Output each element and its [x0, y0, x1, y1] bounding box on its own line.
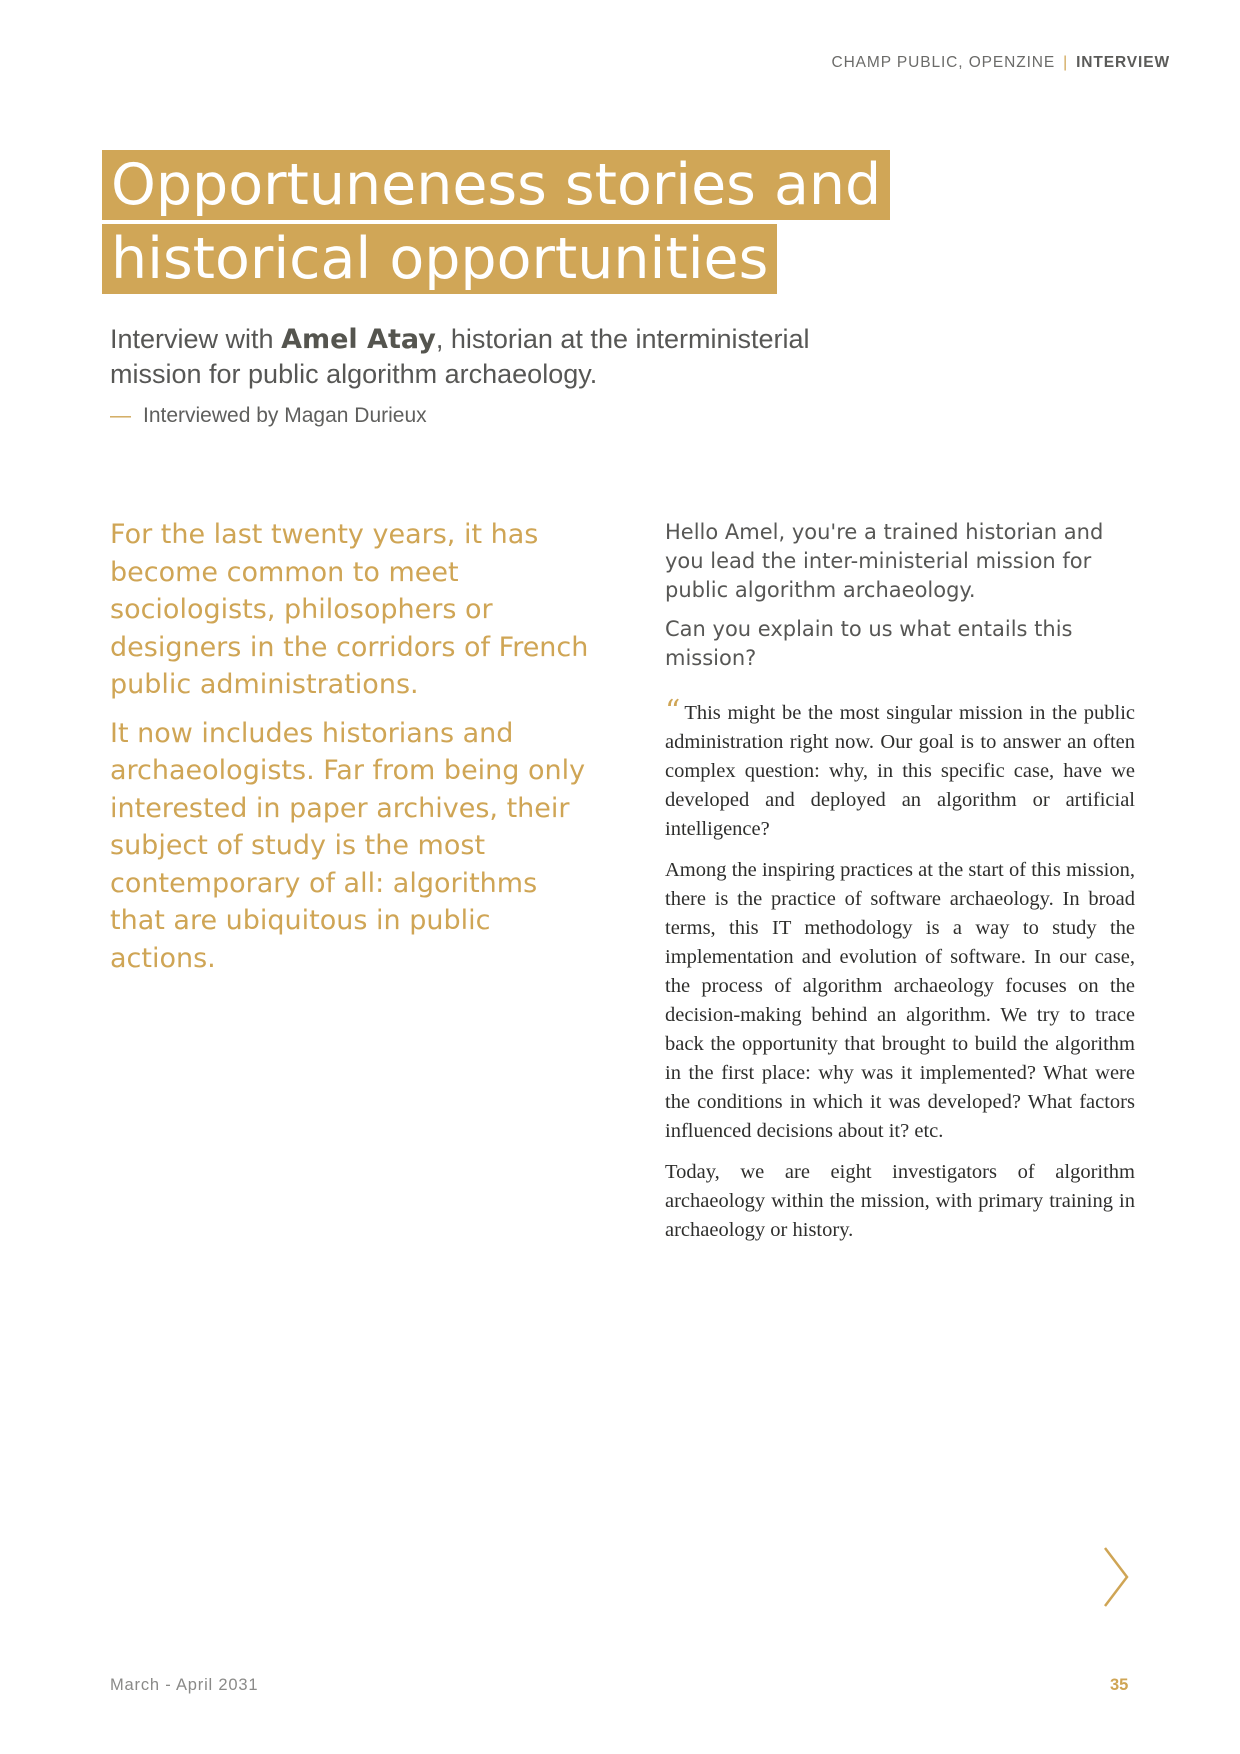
interview-question	[665, 518, 1135, 673]
lead-paragraph: It now includes historians and archaeologists. Far from being only interested in paper archives, their subject of study is the most contemporary of all: algorithms that are ubiquitous in public actions.	[110, 717, 586, 974]
answer-paragraph	[665, 694, 1135, 844]
article-subtitle	[110, 322, 890, 392]
answer-text: This might be the most singular mission in the public administration right now. Our goal is to answer an often complex question: why, in this specific case, have we developed and deployed an algorithm or artificial intelligence?	[665, 702, 1135, 840]
answer-paragraph: Among the inspiring practices at the start of this mission, there is the practice of software archaeology. In broad terms, this IT methodology is a way to study the implementation and evolution of software. In our case, the process of algorithm archaeology focuses on the decision-making behind an algorithm. We try to trace back the opportunity that brought to build the algorithm in the first place: why was it implemented? What were the conditions in which it was developed? What factors influenced decisions about it? etc.	[665, 859, 1135, 1142]
byline-dash: —	[110, 404, 131, 427]
header-separator: |	[1063, 54, 1069, 71]
lead-paragraph: For the last twenty years, it has become common to meet sociologists, philosophers or designers in the corridors of French public administrations.	[110, 519, 589, 700]
byline	[110, 404, 427, 428]
subtitle-suffix: , historian at the interministerial mission for public algorithm archaeology.	[110, 324, 810, 389]
page-number: 35	[1110, 1676, 1129, 1694]
publication-name: CHAMP PUBLIC, OPENZINE	[831, 54, 1056, 71]
question-paragraph: Can you explain to us what entails this mission?	[665, 617, 1073, 670]
chevron-right-icon[interactable]	[1102, 1546, 1130, 1608]
title-line-2: historical opportunities	[102, 224, 777, 294]
interviewee-name: Amel Atay	[281, 324, 436, 355]
answer-paragraph: Today, we are eight investigators of algorithm archaeology within the mission, with primary training in archaeology or history.	[665, 1161, 1135, 1241]
quote-mark-icon: “	[665, 694, 681, 729]
interview-column	[665, 518, 1135, 1257]
article-title	[102, 150, 890, 294]
interview-answer	[665, 694, 1135, 1245]
byline-text: Interviewed by Magan Durieux	[143, 404, 427, 427]
running-header	[831, 54, 1170, 72]
lead-column	[110, 516, 590, 988]
subtitle-prefix: Interview with	[110, 324, 282, 354]
section-name: INTERVIEW	[1076, 54, 1170, 71]
question-paragraph: Hello Amel, you're a trained historian and you lead the inter-ministerial mission for public algorithm archaeology.	[665, 520, 1104, 602]
issue-date: March - April 2031	[110, 1676, 259, 1694]
title-line-1: Opportuneness stories and	[102, 150, 890, 220]
